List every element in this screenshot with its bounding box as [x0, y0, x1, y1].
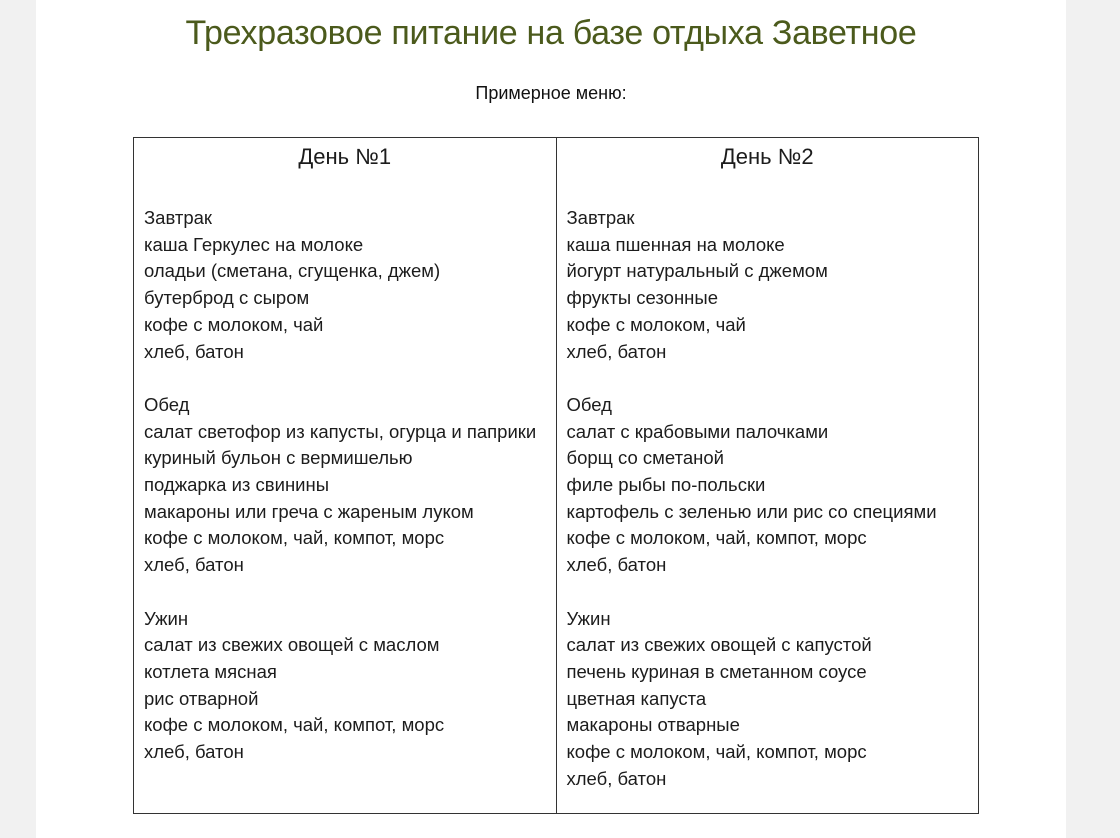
meal-items	[567, 232, 969, 366]
document-page	[36, 0, 1066, 838]
meal-title: Обед	[144, 393, 190, 415]
menu-item: хлеб, батон	[144, 741, 244, 763]
menu-item: хлеб, батон	[566, 554, 667, 576]
menu-item: рис отварной	[144, 687, 259, 709]
meal-items	[144, 232, 546, 366]
meal-dinner	[567, 606, 969, 793]
menu-item: кофе с молоком, чай, компот, морс	[144, 714, 445, 736]
day-column-1	[134, 138, 556, 813]
meal-lunch	[144, 392, 546, 579]
meal-breakfast	[567, 205, 969, 365]
meal-breakfast	[144, 205, 546, 365]
menu-item: котлета мясная	[144, 660, 277, 682]
day-header: День №2	[720, 144, 814, 169]
menu-item: филе рыбы по-польски	[566, 474, 766, 496]
menu-item: макароны или греча с жареным луком	[144, 500, 474, 522]
meal-title: Завтрак	[566, 207, 635, 228]
menu-item: йогурт натуральный с джемом	[566, 260, 828, 282]
meal-items	[567, 632, 969, 792]
menu-item: хлеб, батон	[566, 767, 667, 789]
menu-table	[133, 137, 979, 814]
menu-item: хлеб, батон	[144, 340, 244, 362]
meal-items	[144, 632, 546, 766]
menu-item: борщ со сметаной	[566, 447, 724, 469]
menu-item: салат с крабовыми палочками	[566, 420, 829, 442]
menu-item: картофель с зеленью или рис со специями	[566, 500, 937, 522]
menu-item: салат светофор из капусты, огурца и паприки	[144, 420, 537, 442]
page-title: Трехразовое питание на базе отдыха Заветное	[185, 14, 917, 52]
menu-item: кофе с молоком, чай, компот, морс	[144, 527, 445, 549]
day-column-2	[556, 138, 979, 813]
meal-items	[144, 419, 546, 579]
menu-item: куриный бульон с вермишелью	[144, 447, 413, 469]
meal-title: Завтрак	[144, 207, 213, 228]
menu-item: кофе с молоком, чай	[566, 313, 746, 335]
menu-item: поджарка из свинины	[144, 474, 330, 496]
menu-item: хлеб, батон	[144, 554, 244, 576]
meal-title: Ужин	[144, 607, 189, 629]
menu-item: фрукты сезонные	[566, 287, 718, 309]
meal-dinner	[144, 606, 546, 766]
menu-item: печень куриная в сметанном соусе	[566, 660, 867, 682]
meal-items	[567, 419, 969, 579]
menu-item: хлеб, батон	[566, 340, 667, 362]
menu-item: каша Геркулес на молоке	[144, 233, 364, 255]
menu-item: бутерброд с сыром	[144, 287, 310, 309]
menu-item: каша пшенная на молоке	[566, 233, 785, 255]
meal-lunch	[567, 392, 969, 579]
meal-title: Ужин	[566, 607, 611, 629]
day-header: День №1	[298, 144, 392, 169]
menu-item: салат из свежих овощей с капустой	[566, 634, 872, 656]
menu-item: макароны отварные	[566, 714, 740, 736]
menu-item: кофе с молоком, чай, компот, морс	[566, 527, 867, 549]
menu-item: кофе с молоком, чай	[144, 313, 324, 335]
meal-title: Обед	[566, 393, 612, 415]
menu-item: кофе с молоком, чай, компот, морс	[566, 741, 867, 763]
menu-item: салат из свежих овощей с маслом	[144, 634, 440, 656]
menu-item: оладьи (сметана, сгущенка, джем)	[144, 260, 441, 282]
menu-item: цветная капуста	[566, 687, 707, 709]
menu-subtitle: Примерное меню:	[475, 83, 627, 103]
